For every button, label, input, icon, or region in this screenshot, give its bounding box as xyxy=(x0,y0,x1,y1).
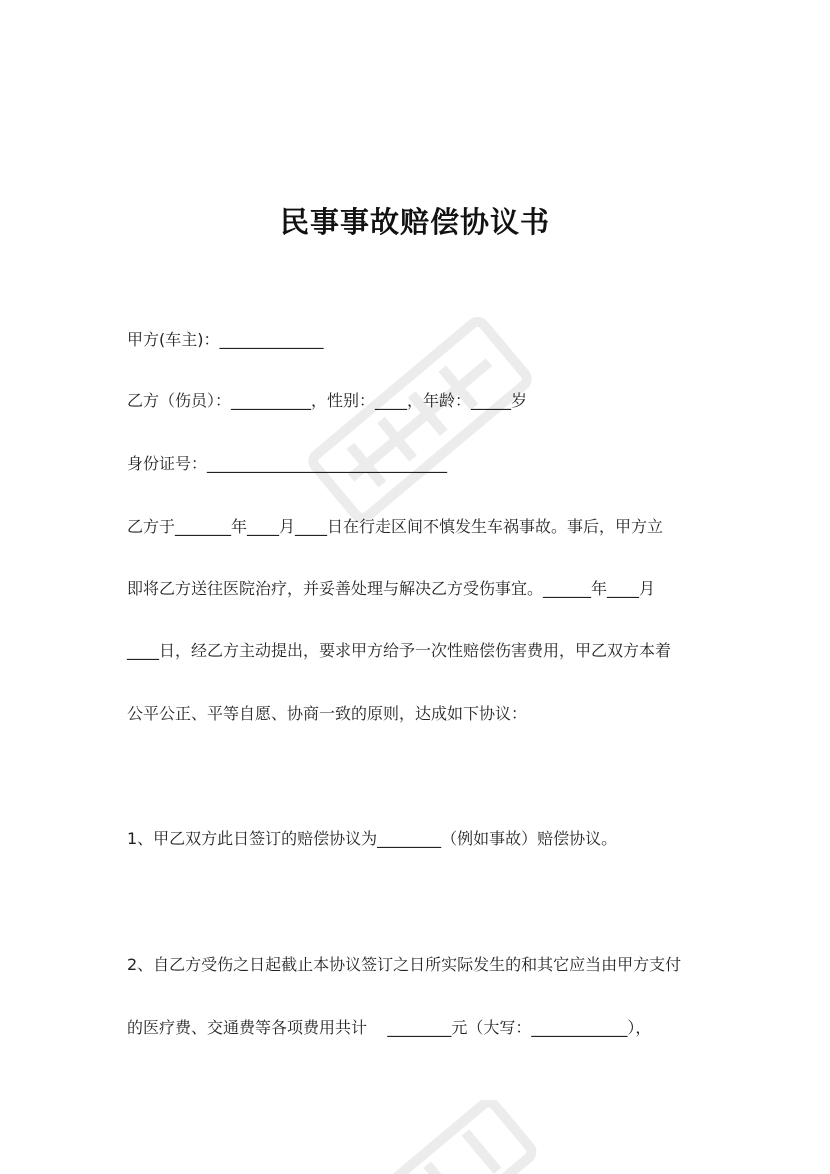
clause-2-line: 的医疗费、交通费等各项费用共计 ________元（大写：____________）， xyxy=(127,1018,652,1037)
party-a-line: 甲方(车主)：_____________ xyxy=(127,330,324,349)
id-number-line: 身份证号：______________________________ xyxy=(127,454,448,473)
intro-paragraph-line: 乙方于_______年____月____日在行走区间不慎发生车祸事故。事后，甲方立 xyxy=(127,517,664,536)
document-title: 民事事故赔偿协议书 xyxy=(279,205,550,239)
party-b-line: 乙方（伤员）：__________，性别：____，年龄：_____岁 xyxy=(127,391,528,410)
watermark-logo-bottom xyxy=(330,1100,550,1174)
clause-2-line: 2、自乙方受伤之日起截止本协议签订之日所实际发生的和其它应当由甲方支付 xyxy=(127,955,682,974)
watermark-logo xyxy=(290,300,550,540)
intro-paragraph-line: 即将乙方送往医院治疗，并妥善处理与解决乙方受伤事宜。______年____月 xyxy=(127,579,656,598)
clause-1: 1、甲乙双方此日签订的赔偿协议为________（例如事故）赔偿协议。 xyxy=(127,829,618,848)
intro-paragraph-line: ____日，经乙方主动提出，要求甲方给予一次性赔偿伤害费用，甲乙双方本着 xyxy=(127,641,672,660)
intro-paragraph-line: 公平公正、平等自愿、协商一致的原则，达成如下协议： xyxy=(127,704,528,723)
